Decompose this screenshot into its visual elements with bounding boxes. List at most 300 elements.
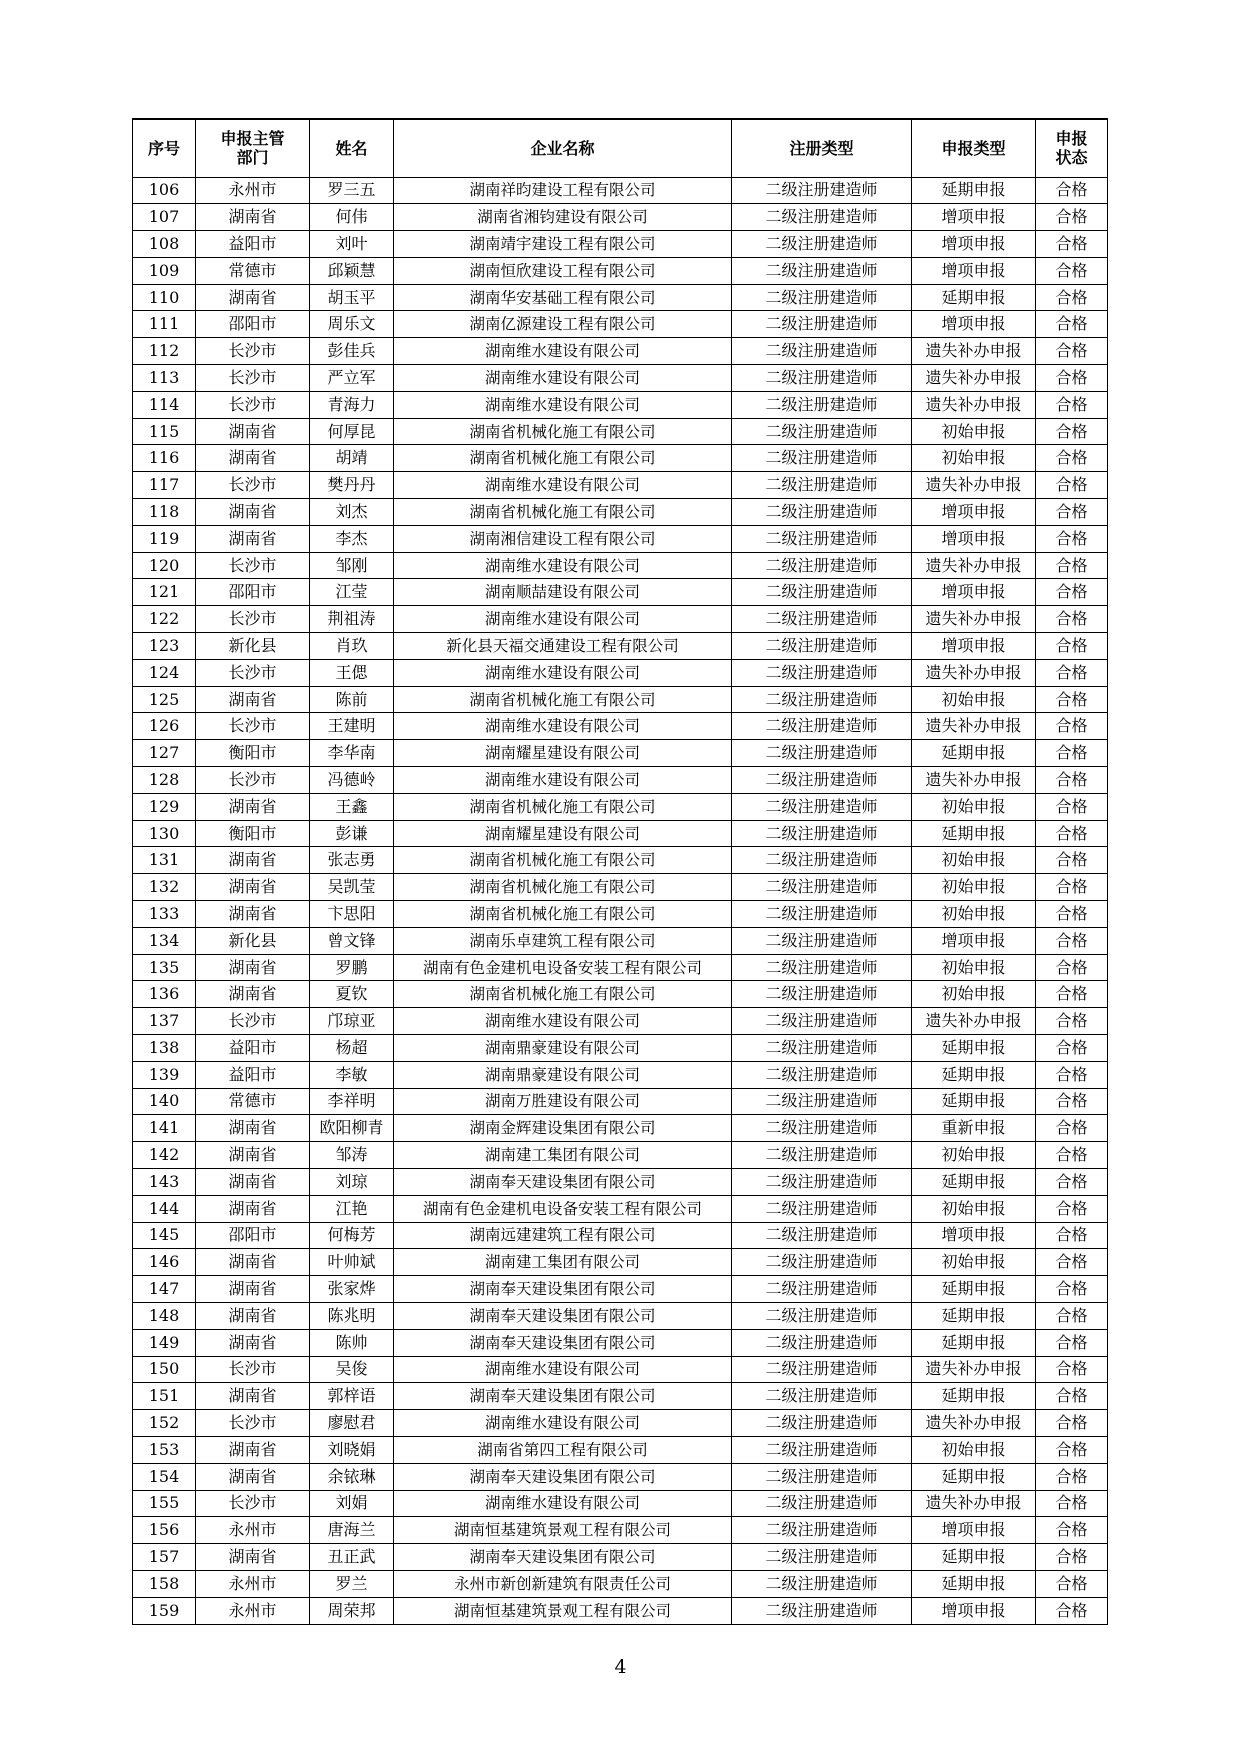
cell-department: 湖南省 bbox=[196, 954, 310, 981]
cell-apply-type: 遗失补办申报 bbox=[912, 338, 1036, 365]
cell-apply-type: 遗失补办申报 bbox=[912, 552, 1036, 579]
cell-name: 罗三五 bbox=[310, 177, 394, 204]
cell-registration-type: 二级注册建造师 bbox=[732, 1517, 912, 1544]
cell-company: 湖南维水建设有限公司 bbox=[394, 391, 732, 418]
cell-name: 彭谦 bbox=[310, 820, 394, 847]
cell-registration-type: 二级注册建造师 bbox=[732, 847, 912, 874]
cell-department: 长沙市 bbox=[196, 767, 310, 794]
cell-company: 湖南省机械化施工有限公司 bbox=[394, 686, 732, 713]
cell-department: 湖南省 bbox=[196, 1115, 310, 1142]
cell-registration-type: 二级注册建造师 bbox=[732, 927, 912, 954]
table-row bbox=[133, 1597, 1108, 1624]
cell-apply-type: 遗失补办申报 bbox=[912, 767, 1036, 794]
cell-status: 合格 bbox=[1036, 418, 1108, 445]
cell-registration-type: 二级注册建造师 bbox=[732, 552, 912, 579]
cell-department: 湖南省 bbox=[196, 1329, 310, 1356]
cell-registration-type: 二级注册建造师 bbox=[732, 1570, 912, 1597]
cell-name: 廖慰君 bbox=[310, 1410, 394, 1437]
table-row bbox=[133, 338, 1108, 365]
cell-name: 陈帅 bbox=[310, 1329, 394, 1356]
cell-name: 卞思阳 bbox=[310, 901, 394, 928]
cell-registration-type: 二级注册建造师 bbox=[732, 874, 912, 901]
cell-company: 湖南维水建设有限公司 bbox=[394, 1410, 732, 1437]
cell-status: 合格 bbox=[1036, 1410, 1108, 1437]
cell-name: 何厚昆 bbox=[310, 418, 394, 445]
cell-name: 邝琼亚 bbox=[310, 1008, 394, 1035]
table-row bbox=[133, 499, 1108, 526]
cell-registration-type: 二级注册建造师 bbox=[732, 177, 912, 204]
cell-apply-type: 延期申报 bbox=[912, 1302, 1036, 1329]
cell-department: 湖南省 bbox=[196, 204, 310, 231]
cell-registration-type: 二级注册建造师 bbox=[732, 1249, 912, 1276]
cell-status: 合格 bbox=[1036, 1544, 1108, 1571]
cell-department: 长沙市 bbox=[196, 552, 310, 579]
cell-seq: 143 bbox=[133, 1168, 196, 1195]
cell-status: 合格 bbox=[1036, 767, 1108, 794]
cell-status: 合格 bbox=[1036, 1061, 1108, 1088]
cell-name: 彭佳兵 bbox=[310, 338, 394, 365]
cell-status: 合格 bbox=[1036, 740, 1108, 767]
cell-status: 合格 bbox=[1036, 901, 1108, 928]
cell-registration-type: 二级注册建造师 bbox=[732, 606, 912, 633]
cell-name: 刘琼 bbox=[310, 1168, 394, 1195]
cell-seq: 139 bbox=[133, 1061, 196, 1088]
table-row bbox=[133, 231, 1108, 258]
cell-name: 王鑫 bbox=[310, 793, 394, 820]
cell-apply-type: 初始申报 bbox=[912, 1436, 1036, 1463]
cell-seq: 126 bbox=[133, 713, 196, 740]
cell-department: 湖南省 bbox=[196, 874, 310, 901]
cell-seq: 148 bbox=[133, 1302, 196, 1329]
cell-apply-type: 初始申报 bbox=[912, 1142, 1036, 1169]
cell-status: 合格 bbox=[1036, 606, 1108, 633]
cell-company: 湖南顺喆建设有限公司 bbox=[394, 579, 732, 606]
cell-status: 合格 bbox=[1036, 1436, 1108, 1463]
cell-registration-type: 二级注册建造师 bbox=[732, 311, 912, 338]
cell-registration-type: 二级注册建造师 bbox=[732, 954, 912, 981]
cell-apply-type: 延期申报 bbox=[912, 740, 1036, 767]
cell-seq: 116 bbox=[133, 445, 196, 472]
cell-seq: 121 bbox=[133, 579, 196, 606]
cell-status: 合格 bbox=[1036, 1383, 1108, 1410]
cell-apply-type: 初始申报 bbox=[912, 418, 1036, 445]
cell-apply-type: 延期申报 bbox=[912, 820, 1036, 847]
cell-registration-type: 二级注册建造师 bbox=[732, 1463, 912, 1490]
cell-name: 李敏 bbox=[310, 1061, 394, 1088]
cell-status: 合格 bbox=[1036, 1302, 1108, 1329]
cell-company: 湖南乐卓建筑工程有限公司 bbox=[394, 927, 732, 954]
cell-seq: 106 bbox=[133, 177, 196, 204]
cell-apply-type: 初始申报 bbox=[912, 1195, 1036, 1222]
cell-status: 合格 bbox=[1036, 1490, 1108, 1517]
cell-company: 湖南奉天建设集团有限公司 bbox=[394, 1168, 732, 1195]
header-seq: 序号 bbox=[133, 119, 196, 177]
cell-name: 刘晓娟 bbox=[310, 1436, 394, 1463]
cell-department: 湖南省 bbox=[196, 1276, 310, 1303]
cell-apply-type: 增项申报 bbox=[912, 499, 1036, 526]
cell-seq: 145 bbox=[133, 1222, 196, 1249]
cell-department: 邵阳市 bbox=[196, 1222, 310, 1249]
table-row bbox=[133, 1329, 1108, 1356]
cell-department: 新化县 bbox=[196, 927, 310, 954]
cell-apply-type: 遗失补办申报 bbox=[912, 1490, 1036, 1517]
table-row bbox=[133, 1383, 1108, 1410]
cell-registration-type: 二级注册建造师 bbox=[732, 1356, 912, 1383]
cell-seq: 134 bbox=[133, 927, 196, 954]
cell-company: 湖南维水建设有限公司 bbox=[394, 606, 732, 633]
cell-seq: 137 bbox=[133, 1008, 196, 1035]
cell-status: 合格 bbox=[1036, 338, 1108, 365]
table-row bbox=[133, 1356, 1108, 1383]
cell-name: 曾文锋 bbox=[310, 927, 394, 954]
table-row bbox=[133, 1142, 1108, 1169]
cell-company: 湖南省机械化施工有限公司 bbox=[394, 793, 732, 820]
cell-department: 永州市 bbox=[196, 1570, 310, 1597]
cell-name: 张家烨 bbox=[310, 1276, 394, 1303]
table-row bbox=[133, 1222, 1108, 1249]
cell-registration-type: 二级注册建造师 bbox=[732, 1410, 912, 1437]
cell-name: 江艳 bbox=[310, 1195, 394, 1222]
cell-seq: 149 bbox=[133, 1329, 196, 1356]
cell-registration-type: 二级注册建造师 bbox=[732, 686, 912, 713]
cell-department: 长沙市 bbox=[196, 1008, 310, 1035]
cell-name: 刘杰 bbox=[310, 499, 394, 526]
cell-apply-type: 延期申报 bbox=[912, 1544, 1036, 1571]
cell-department: 湖南省 bbox=[196, 1142, 310, 1169]
table-row bbox=[133, 1008, 1108, 1035]
cell-registration-type: 二级注册建造师 bbox=[732, 1008, 912, 1035]
cell-status: 合格 bbox=[1036, 1088, 1108, 1115]
header-status-line1: 申报 bbox=[1055, 129, 1088, 149]
cell-department: 湖南省 bbox=[196, 901, 310, 928]
cell-status: 合格 bbox=[1036, 1329, 1108, 1356]
table-row bbox=[133, 365, 1108, 392]
cell-seq: 124 bbox=[133, 659, 196, 686]
table-row bbox=[133, 793, 1108, 820]
cell-seq: 114 bbox=[133, 391, 196, 418]
table-row bbox=[133, 1035, 1108, 1062]
cell-name: 余铱琳 bbox=[310, 1463, 394, 1490]
cell-seq: 108 bbox=[133, 231, 196, 258]
cell-company: 湖南靖宇建设工程有限公司 bbox=[394, 231, 732, 258]
table-row bbox=[133, 1570, 1108, 1597]
cell-registration-type: 二级注册建造师 bbox=[732, 1329, 912, 1356]
cell-seq: 127 bbox=[133, 740, 196, 767]
cell-name: 李杰 bbox=[310, 525, 394, 552]
table-row bbox=[133, 391, 1108, 418]
cell-name: 何伟 bbox=[310, 204, 394, 231]
table-row bbox=[133, 901, 1108, 928]
cell-department: 长沙市 bbox=[196, 713, 310, 740]
table-row bbox=[133, 1463, 1108, 1490]
cell-status: 合格 bbox=[1036, 445, 1108, 472]
table-row bbox=[133, 472, 1108, 499]
cell-department: 长沙市 bbox=[196, 1410, 310, 1437]
cell-apply-type: 遗失补办申报 bbox=[912, 472, 1036, 499]
cell-status: 合格 bbox=[1036, 633, 1108, 660]
cell-company: 湖南鼎豪建设有限公司 bbox=[394, 1061, 732, 1088]
cell-name: 樊丹丹 bbox=[310, 472, 394, 499]
cell-name: 杨超 bbox=[310, 1035, 394, 1062]
table-row bbox=[133, 257, 1108, 284]
cell-department: 长沙市 bbox=[196, 1356, 310, 1383]
cell-department: 长沙市 bbox=[196, 606, 310, 633]
cell-company: 湖南维水建设有限公司 bbox=[394, 1356, 732, 1383]
cell-name: 欧阳柳青 bbox=[310, 1115, 394, 1142]
cell-company: 湖南省机械化施工有限公司 bbox=[394, 445, 732, 472]
cell-department: 益阳市 bbox=[196, 231, 310, 258]
table-row bbox=[133, 1544, 1108, 1571]
cell-company: 湖南省机械化施工有限公司 bbox=[394, 981, 732, 1008]
cell-name: 邹涛 bbox=[310, 1142, 394, 1169]
cell-company: 湖南省机械化施工有限公司 bbox=[394, 901, 732, 928]
table-row bbox=[133, 874, 1108, 901]
page-number: 4 bbox=[614, 1656, 627, 1678]
cell-company: 湖南恒基建筑景观工程有限公司 bbox=[394, 1517, 732, 1544]
table-row bbox=[133, 1436, 1108, 1463]
cell-name: 邹刚 bbox=[310, 552, 394, 579]
cell-department: 湖南省 bbox=[196, 1249, 310, 1276]
cell-status: 合格 bbox=[1036, 257, 1108, 284]
cell-seq: 155 bbox=[133, 1490, 196, 1517]
cell-status: 合格 bbox=[1036, 391, 1108, 418]
cell-company: 湖南恒欣建设工程有限公司 bbox=[394, 257, 732, 284]
cell-seq: 157 bbox=[133, 1544, 196, 1571]
cell-department: 湖南省 bbox=[196, 499, 310, 526]
cell-apply-type: 遗失补办申报 bbox=[912, 391, 1036, 418]
cell-status: 合格 bbox=[1036, 1463, 1108, 1490]
cell-seq: 152 bbox=[133, 1410, 196, 1437]
cell-company: 新化县天福交通建设工程有限公司 bbox=[394, 633, 732, 660]
table-row bbox=[133, 1410, 1108, 1437]
cell-seq: 151 bbox=[133, 1383, 196, 1410]
cell-apply-type: 增项申报 bbox=[912, 311, 1036, 338]
table-row bbox=[133, 1115, 1108, 1142]
cell-department: 长沙市 bbox=[196, 659, 310, 686]
table-row bbox=[133, 633, 1108, 660]
cell-status: 合格 bbox=[1036, 820, 1108, 847]
cell-seq: 125 bbox=[133, 686, 196, 713]
table-row bbox=[133, 1249, 1108, 1276]
cell-registration-type: 二级注册建造师 bbox=[732, 231, 912, 258]
cell-registration-type: 二级注册建造师 bbox=[732, 391, 912, 418]
cell-seq: 158 bbox=[133, 1570, 196, 1597]
cell-apply-type: 初始申报 bbox=[912, 793, 1036, 820]
header-department-line2: 部门 bbox=[236, 148, 269, 168]
cell-department: 常德市 bbox=[196, 1088, 310, 1115]
cell-apply-type: 延期申报 bbox=[912, 1329, 1036, 1356]
cell-registration-type: 二级注册建造师 bbox=[732, 793, 912, 820]
cell-status: 合格 bbox=[1036, 579, 1108, 606]
cell-registration-type: 二级注册建造师 bbox=[732, 740, 912, 767]
cell-registration-type: 二级注册建造师 bbox=[732, 767, 912, 794]
cell-apply-type: 增项申报 bbox=[912, 257, 1036, 284]
table-row bbox=[133, 1276, 1108, 1303]
cell-name: 陈兆明 bbox=[310, 1302, 394, 1329]
cell-company: 湖南鼎豪建设有限公司 bbox=[394, 1035, 732, 1062]
cell-department: 邵阳市 bbox=[196, 579, 310, 606]
cell-seq: 131 bbox=[133, 847, 196, 874]
cell-status: 合格 bbox=[1036, 1356, 1108, 1383]
cell-seq: 142 bbox=[133, 1142, 196, 1169]
cell-department: 湖南省 bbox=[196, 284, 310, 311]
cell-name: 刘叶 bbox=[310, 231, 394, 258]
cell-registration-type: 二级注册建造师 bbox=[732, 1436, 912, 1463]
cell-apply-type: 增项申报 bbox=[912, 579, 1036, 606]
cell-company: 湖南远建建筑工程有限公司 bbox=[394, 1222, 732, 1249]
table-row bbox=[133, 284, 1108, 311]
cell-name: 胡靖 bbox=[310, 445, 394, 472]
cell-seq: 147 bbox=[133, 1276, 196, 1303]
cell-seq: 112 bbox=[133, 338, 196, 365]
cell-company: 湖南维水建设有限公司 bbox=[394, 472, 732, 499]
cell-status: 合格 bbox=[1036, 954, 1108, 981]
cell-status: 合格 bbox=[1036, 472, 1108, 499]
cell-apply-type: 增项申报 bbox=[912, 927, 1036, 954]
header-status bbox=[1036, 119, 1108, 177]
cell-registration-type: 二级注册建造师 bbox=[732, 901, 912, 928]
cell-company: 湖南维水建设有限公司 bbox=[394, 659, 732, 686]
cell-apply-type: 延期申报 bbox=[912, 284, 1036, 311]
table-row bbox=[133, 204, 1108, 231]
cell-name: 严立军 bbox=[310, 365, 394, 392]
cell-status: 合格 bbox=[1036, 981, 1108, 1008]
cell-registration-type: 二级注册建造师 bbox=[732, 445, 912, 472]
cell-registration-type: 二级注册建造师 bbox=[732, 820, 912, 847]
cell-registration-type: 二级注册建造师 bbox=[732, 1168, 912, 1195]
cell-apply-type: 遗失补办申报 bbox=[912, 1008, 1036, 1035]
cell-company: 湖南有色金建机电设备安装工程有限公司 bbox=[394, 954, 732, 981]
cell-status: 合格 bbox=[1036, 1570, 1108, 1597]
cell-name: 叶帅斌 bbox=[310, 1249, 394, 1276]
cell-company: 湖南耀星建设有限公司 bbox=[394, 820, 732, 847]
cell-status: 合格 bbox=[1036, 659, 1108, 686]
cell-department: 长沙市 bbox=[196, 1490, 310, 1517]
cell-department: 湖南省 bbox=[196, 1544, 310, 1571]
cell-apply-type: 初始申报 bbox=[912, 686, 1036, 713]
cell-status: 合格 bbox=[1036, 177, 1108, 204]
cell-department: 湖南省 bbox=[196, 793, 310, 820]
cell-name: 冯德岭 bbox=[310, 767, 394, 794]
cell-registration-type: 二级注册建造师 bbox=[732, 284, 912, 311]
cell-apply-type: 遗失补办申报 bbox=[912, 1410, 1036, 1437]
cell-name: 郭梓语 bbox=[310, 1383, 394, 1410]
cell-seq: 154 bbox=[133, 1463, 196, 1490]
cell-status: 合格 bbox=[1036, 284, 1108, 311]
cell-company: 湖南维水建设有限公司 bbox=[394, 1008, 732, 1035]
cell-registration-type: 二级注册建造师 bbox=[732, 1276, 912, 1303]
cell-registration-type: 二级注册建造师 bbox=[732, 1490, 912, 1517]
cell-apply-type: 初始申报 bbox=[912, 901, 1036, 928]
cell-company: 湖南省第四工程有限公司 bbox=[394, 1436, 732, 1463]
cell-company: 湖南奉天建设集团有限公司 bbox=[394, 1383, 732, 1410]
cell-status: 合格 bbox=[1036, 1168, 1108, 1195]
cell-apply-type: 延期申报 bbox=[912, 1276, 1036, 1303]
cell-department: 湖南省 bbox=[196, 1383, 310, 1410]
cell-apply-type: 遗失补办申报 bbox=[912, 365, 1036, 392]
cell-seq: 132 bbox=[133, 874, 196, 901]
cell-department: 湖南省 bbox=[196, 686, 310, 713]
cell-status: 合格 bbox=[1036, 1115, 1108, 1142]
cell-name: 张志勇 bbox=[310, 847, 394, 874]
cell-company: 湖南华安基础工程有限公司 bbox=[394, 284, 732, 311]
cell-registration-type: 二级注册建造师 bbox=[732, 418, 912, 445]
cell-apply-type: 延期申报 bbox=[912, 1383, 1036, 1410]
cell-company: 湖南维水建设有限公司 bbox=[394, 365, 732, 392]
cell-name: 吴凯莹 bbox=[310, 874, 394, 901]
cell-registration-type: 二级注册建造师 bbox=[732, 1142, 912, 1169]
cell-department: 湖南省 bbox=[196, 445, 310, 472]
cell-apply-type: 增项申报 bbox=[912, 204, 1036, 231]
cell-seq: 119 bbox=[133, 525, 196, 552]
cell-name: 江莹 bbox=[310, 579, 394, 606]
cell-company: 湖南维水建设有限公司 bbox=[394, 713, 732, 740]
cell-company: 湖南奉天建设集团有限公司 bbox=[394, 1544, 732, 1571]
cell-apply-type: 延期申报 bbox=[912, 177, 1036, 204]
table-body bbox=[133, 177, 1108, 1624]
cell-company: 湖南奉天建设集团有限公司 bbox=[394, 1463, 732, 1490]
cell-apply-type: 延期申报 bbox=[912, 1570, 1036, 1597]
cell-status: 合格 bbox=[1036, 793, 1108, 820]
table-row bbox=[133, 1195, 1108, 1222]
cell-seq: 146 bbox=[133, 1249, 196, 1276]
cell-name: 罗鹏 bbox=[310, 954, 394, 981]
cell-company: 湖南建工集团有限公司 bbox=[394, 1249, 732, 1276]
table-row bbox=[133, 1517, 1108, 1544]
table-row bbox=[133, 1088, 1108, 1115]
cell-apply-type: 遗失补办申报 bbox=[912, 659, 1036, 686]
cell-registration-type: 二级注册建造师 bbox=[732, 472, 912, 499]
header-apply-type: 申报类型 bbox=[912, 119, 1036, 177]
cell-status: 合格 bbox=[1036, 552, 1108, 579]
cell-company: 湖南奉天建设集团有限公司 bbox=[394, 1329, 732, 1356]
cell-registration-type: 二级注册建造师 bbox=[732, 579, 912, 606]
cell-department: 湖南省 bbox=[196, 847, 310, 874]
cell-apply-type: 初始申报 bbox=[912, 1249, 1036, 1276]
cell-company: 湖南恒基建筑景观工程有限公司 bbox=[394, 1597, 732, 1624]
cell-department: 湖南省 bbox=[196, 1463, 310, 1490]
cell-apply-type: 遗失补办申报 bbox=[912, 606, 1036, 633]
cell-registration-type: 二级注册建造师 bbox=[732, 365, 912, 392]
cell-department: 衡阳市 bbox=[196, 820, 310, 847]
header-department bbox=[196, 119, 310, 177]
cell-seq: 159 bbox=[133, 1597, 196, 1624]
table-row bbox=[133, 981, 1108, 1008]
cell-name: 夏钦 bbox=[310, 981, 394, 1008]
cell-apply-type: 增项申报 bbox=[912, 1597, 1036, 1624]
header-status-line2: 状态 bbox=[1055, 148, 1088, 168]
header-department-line1: 申报主管 bbox=[220, 129, 285, 149]
cell-company: 湖南奉天建设集团有限公司 bbox=[394, 1276, 732, 1303]
cell-company: 湖南有色金建机电设备安装工程有限公司 bbox=[394, 1195, 732, 1222]
cell-seq: 150 bbox=[133, 1356, 196, 1383]
cell-registration-type: 二级注册建造师 bbox=[732, 713, 912, 740]
cell-name: 李华南 bbox=[310, 740, 394, 767]
cell-seq: 118 bbox=[133, 499, 196, 526]
cell-registration-type: 二级注册建造师 bbox=[732, 499, 912, 526]
cell-company: 湖南奉天建设集团有限公司 bbox=[394, 1302, 732, 1329]
cell-seq: 133 bbox=[133, 901, 196, 928]
cell-apply-type: 重新申报 bbox=[912, 1115, 1036, 1142]
cell-department: 湖南省 bbox=[196, 981, 310, 1008]
cell-status: 合格 bbox=[1036, 1517, 1108, 1544]
table-row bbox=[133, 606, 1108, 633]
cell-apply-type: 增项申报 bbox=[912, 231, 1036, 258]
cell-registration-type: 二级注册建造师 bbox=[732, 1597, 912, 1624]
table-row bbox=[133, 177, 1108, 204]
cell-department: 湖南省 bbox=[196, 418, 310, 445]
table-row bbox=[133, 552, 1108, 579]
